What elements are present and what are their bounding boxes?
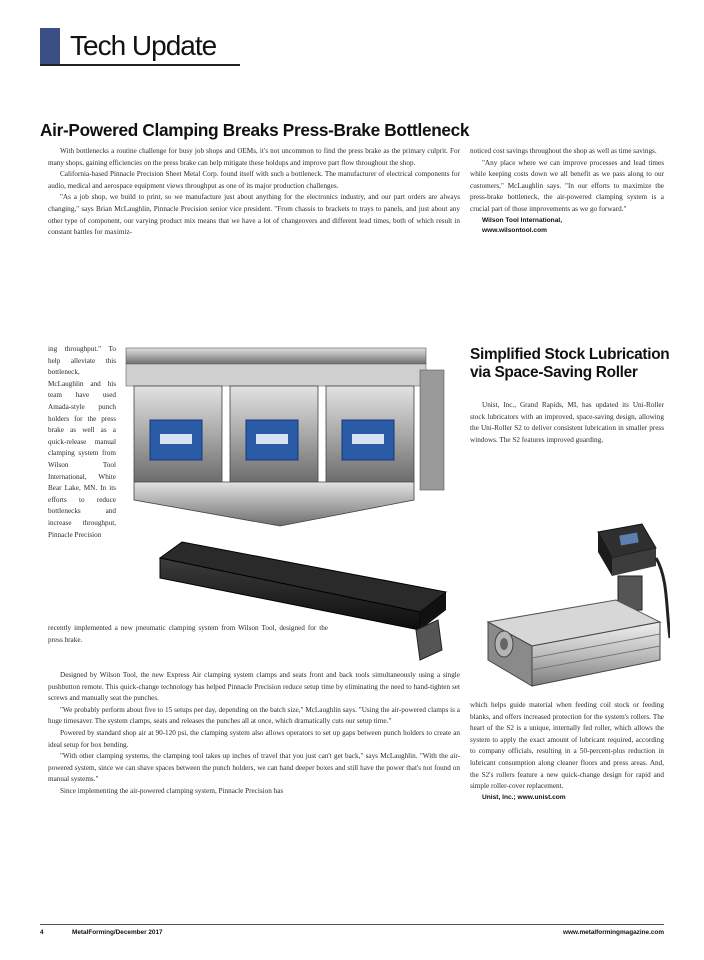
article-headline: Air-Powered Clamping Breaks Press-Brake Bottleneck <box>40 120 470 140</box>
article-body-top <box>48 146 460 239</box>
side-article-paragraph: which helps guide material when feeding coil stock or feeding blanks, and offers increased protection for the system's rollers. The heart of the S2 is a unique, internally fed roller, which allows the system to apply the exact amount of lubricant required, according to company officials, resulting in a 50-percent-plus reduction in lubricant consumption along cleaner floors and press areas. And, the S2's rollers feature a new quick-change design for rapid and simple roller-cover replacement. <box>470 701 664 791</box>
section-title-rule <box>40 64 240 66</box>
side-article-body-bottom <box>470 700 664 803</box>
article-body-bottom <box>48 670 460 798</box>
article-wrap-column <box>48 344 116 541</box>
article-credit-company: Wilson Tool International, <box>482 216 563 224</box>
roller-lubricator-image <box>470 518 670 700</box>
side-article-paragraph: Unist, Inc., Grand Rapids, MI, has updated its Uni-Roller stock lubricators with an improved, space-saving design, allowing the Uni-Roller S2 to deliver consistent lubrication in smaller press windows. The S2 features improved guarding, <box>470 401 664 444</box>
article-continuation-column <box>470 146 664 237</box>
issue-label: MetalForming/December 2017 <box>72 929 163 936</box>
article-paragraph: With bottlenecks a routine challenge for busy job shops and OEMs, it's not uncommon to find the press brake as the primary culprit. For many shops, gaining efficiencies on the press brake can help mitigate these holdups and improve part flow throughout the shop. <box>48 147 460 167</box>
article-paragraph: recently implemented a new pneumatic clamping system from Wilson Tool, designed for the press brake. <box>48 624 328 644</box>
article-paragraph: Powered by standard shop air at 90-120 psi, the clamping system also allows operators to set up gaps between punch holders to create an ideal setup for box bending. <box>48 728 460 749</box>
article-paragraph: California-based Pinnacle Precision Sheet Metal Corp. found itself with such a bottleneck. The manufacturer of electrical components for audio, medical and aerospace equipment views throughput as one of its major production challenges. <box>48 170 460 190</box>
side-article-headline: Simplified Stock Lubrication via Space-Saving Roller <box>470 346 670 381</box>
article-paragraph: "As a job shop, we build to print, so we manufacture just about anything for the electronics industry, and our part orders are always changing," says Brian McLaughlin, Pinnacle Precision senior vice president. "From chassis to brackets to trays to panels, and just about any other type of component, our varying product mix means that we have a lot of changeovers and different lead times, both of which result in constant battles for maximiz- <box>48 193 460 237</box>
footer-url: www.metalformingmagazine.com <box>563 929 664 936</box>
article-paragraph: Designed by Wilson Tool, the new Express Air clamping system clamps and seats front and back tools simultaneously using a single pushbutton remote. This quick-change technology has helped Pinnacle Precision reduce setup time by eliminating the need to hand-tighten set screws and manually seat the punches. <box>48 671 460 703</box>
footer-rule <box>40 924 664 925</box>
article-paragraph: "With other clamping systems, the clamping tool takes up inches of travel that you just can't get back," says McLaughlin. "With the air-powered system, since we can shave spaces between the punch holders, we can hand deeper boxes and still have the power that's not found on manual systems." <box>48 752 460 784</box>
article-paragraph: "Any place where we can improve processes and lead times while keeping costs down we all benefit as we pass along to our customers," McLaughlin says. "In our efforts to maximize the press-brake bottleneck, the air-powered clamping system is a crucial part of those improvements as we go forward." <box>470 158 664 213</box>
article-paragraph: Since implementing the air-powered clamping system, Pinnacle Precision has <box>60 786 284 795</box>
section-title: Tech Update <box>70 30 217 61</box>
page-number: 4 <box>40 929 44 936</box>
side-article-credit: Unist, Inc.; www.unist.com <box>482 793 566 801</box>
article-paragraph: "We probably perform about five to 15 setups per day, depending on the batch size," McLaughlin says. "Using the air-powered clamps is a huge timesaver. The system clamps, seats and releases the punches all at once, which dramatically cuts our setup time." <box>48 705 460 726</box>
section-accent-bar <box>40 28 60 64</box>
article-paragraph: noticed cost savings throughout the shop as well as time savings. <box>470 147 657 155</box>
article-credit-url: www.wilsontool.com <box>482 227 547 235</box>
article-paragraph: ing throughput." To help alleviate this bottleneck, McLaughlin and his team have used Amada-style punch holders for the press brake as well as a quick-release manual clamping system from Wilson Tool International, White Bear Lake, MN. In its efforts to reduce bottlenecks and increase throughput, Pinnacle Precision <box>48 345 116 539</box>
article-wrap-continuation <box>48 623 328 646</box>
side-article-body-top <box>470 400 664 446</box>
